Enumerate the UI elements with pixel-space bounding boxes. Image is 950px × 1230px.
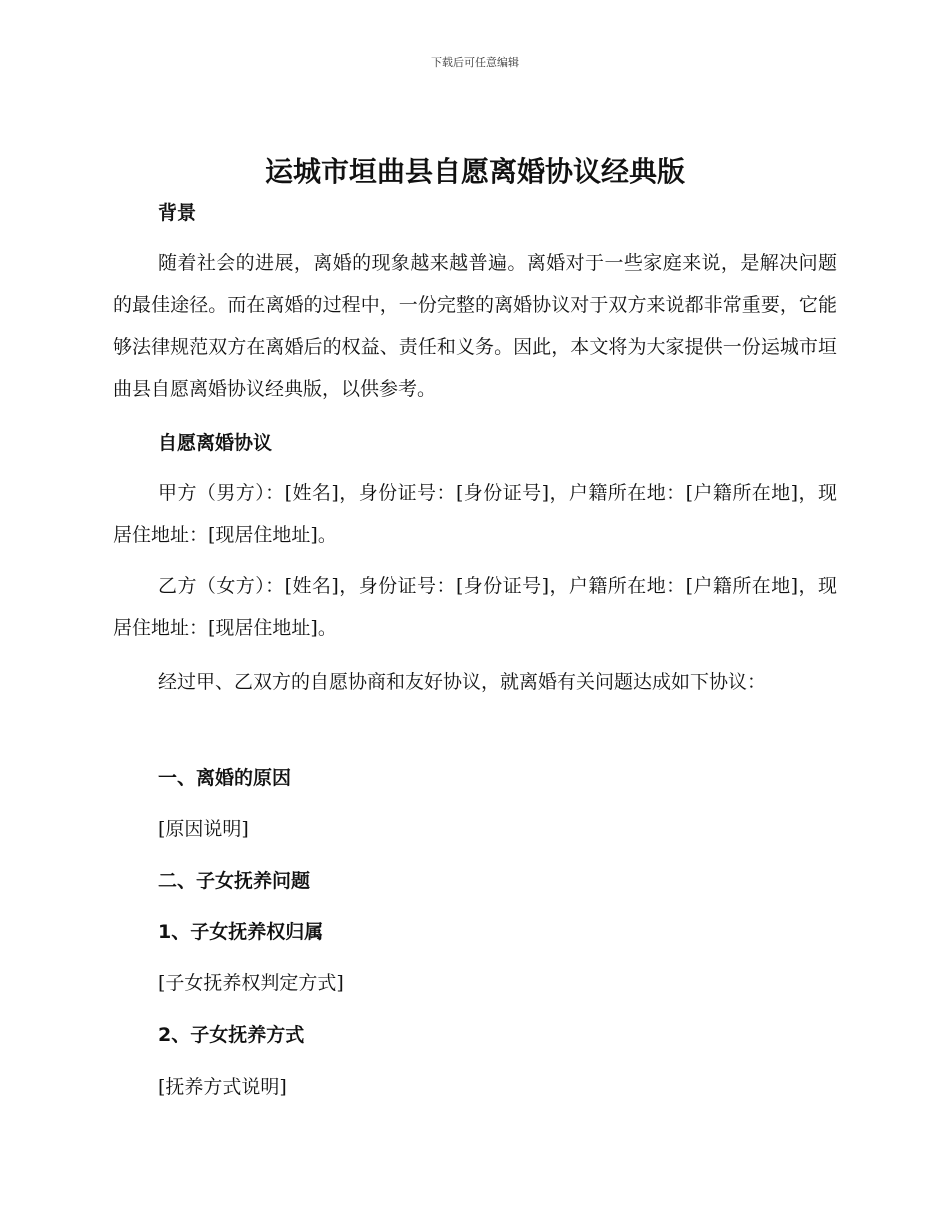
page-header-note: 下载后可任意编辑 <box>431 56 519 69</box>
background-paragraph: 随着社会的进展，离婚的现象越来越普遍。离婚对于一些家庭来说，是解决问题的最佳途径。而在离婚的过程中，一份完整的离婚协议对于双方来说都非常重要，它能够法律规范双方在离婚后的权益、责任和义务。因此，本文将为大家提供一份运城市垣曲县自愿离婚协议经典版，以供参考。 <box>113 252 837 400</box>
reason-heading: 一、离婚的原因 <box>158 767 292 789</box>
support-text: [抚养方式说明] <box>158 1076 287 1098</box>
custody-text: [子女抚养权判定方式] <box>158 972 344 994</box>
custody-heading: 1、子女抚养权归属 <box>158 921 324 943</box>
reason-text: [原因说明] <box>158 818 249 840</box>
party-b-paragraph: 乙方（女方）：[姓名]，身份证号：[身份证号]，户籍所在地：[户籍所在地]，现居住地址：[现居住地址]。 <box>113 575 837 639</box>
party-a-paragraph: 甲方（男方）：[姓名]，身份证号：[身份证号]，户籍所在地：[户籍所在地]，现居住地址：[现居住地址]。 <box>113 482 837 546</box>
background-heading: 背景 <box>158 202 197 224</box>
document-title: 运城市垣曲县自愿离婚协议经典版 <box>264 155 685 188</box>
agreement-heading: 自愿离婚协议 <box>158 432 273 454</box>
consensus-paragraph: 经过甲、乙双方的自愿协商和友好协议，就离婚有关问题达成如下协议： <box>158 671 767 693</box>
support-heading: 2、子女抚养方式 <box>158 1024 305 1046</box>
children-heading: 二、子女抚养问题 <box>158 870 311 892</box>
